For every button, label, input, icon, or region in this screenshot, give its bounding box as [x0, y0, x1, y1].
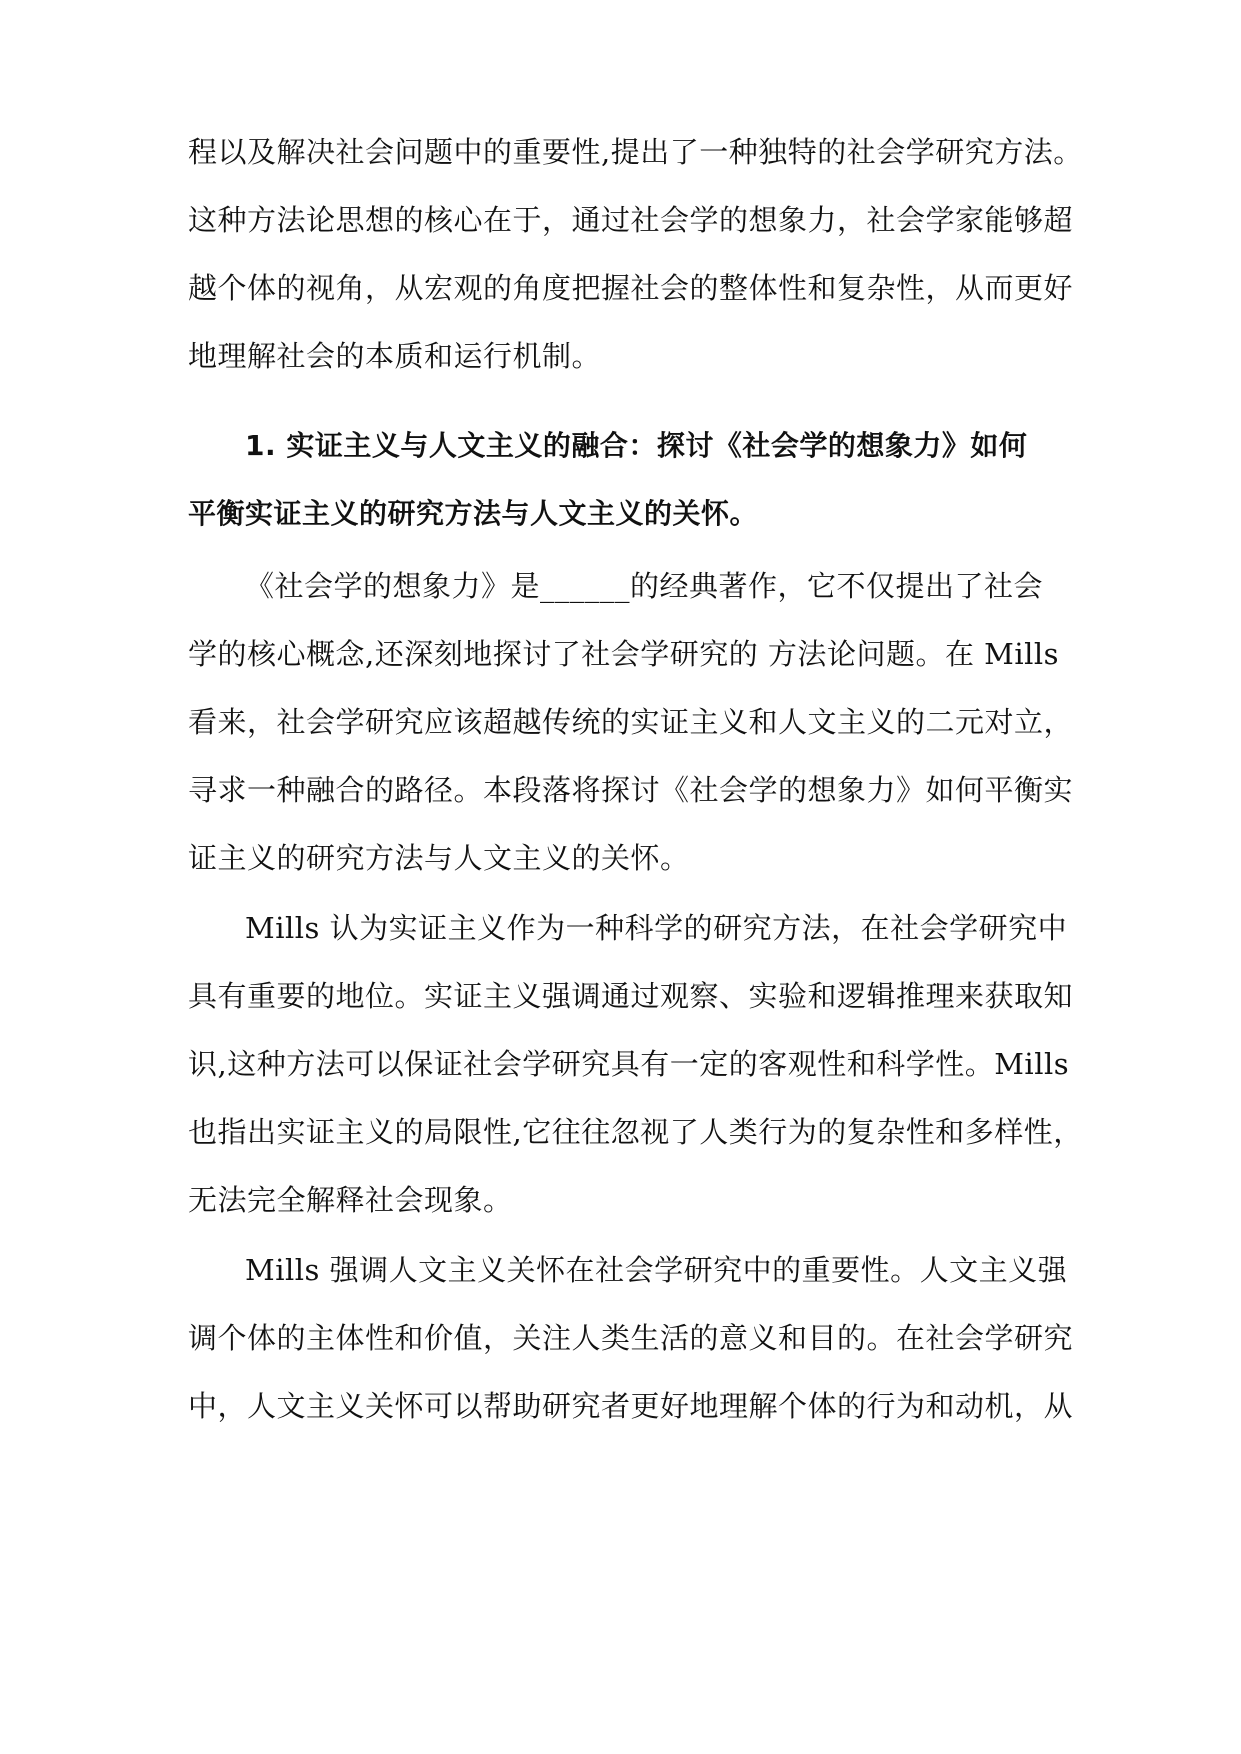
paragraph-line: 地理解社会的本质和运行机制。: [188, 339, 602, 373]
section-heading: 1. 实证主义与人文主义的融合：探讨《社会学的想象力》如何: [245, 429, 1028, 462]
paragraph-line: 寻求一种融合的路径。本段落将探讨《社会学的想象力》如何平衡实: [188, 773, 1074, 807]
paragraph-line: 证主义的研究方法与人文主义的关怀。: [188, 841, 690, 875]
paragraph-line: 调个体的主体性和价值，关注人类生活的意义和目的。在社会学研究: [188, 1321, 1074, 1355]
section-heading: 平衡实证主义的研究方法与人文主义的关怀。: [188, 497, 759, 530]
paragraph-line: 无法完全解释社会现象。: [188, 1183, 513, 1217]
paragraph-line: 这种方法论思想的核心在于，通过社会学的想象力，社会学家能够超: [188, 203, 1074, 237]
paragraph-line: Mills 认为实证主义作为一种科学的研究方法，在社会学研究中: [245, 911, 1068, 945]
paragraph-line: 中，人文主义关怀可以帮助研究者更好地理解个体的行为和动机，从: [188, 1389, 1074, 1423]
paragraph-line: 也指出实证主义的局限性,它往往忽视了人类行为的复杂性和多样性，: [188, 1115, 1083, 1149]
paragraph-line: 具有重要的地位。实证主义强调通过观察、实验和逻辑推理来获取知: [188, 979, 1074, 1013]
paragraph-line: 识,这种方法可以保证社会学研究具有一定的客观性和科学性。Mills: [188, 1047, 1070, 1081]
paragraph-line: 看来，社会学研究应该超越传统的实证主义和人文主义的二元对立，: [188, 705, 1074, 739]
paragraph-line: 越个体的视角，从宏观的角度把握社会的整体性和复杂性，从而更好: [188, 271, 1074, 305]
paragraph-line: 《社会学的想象力》是______的经典著作，它不仅提出了社会: [245, 569, 1044, 603]
paragraph-line: 程以及解决社会问题中的重要性,提出了一种独特的社会学研究方法。: [188, 135, 1083, 169]
paragraph-line: Mills 强调人文主义关怀在社会学研究中的重要性。人文主义强: [245, 1253, 1068, 1287]
paragraph-line: 学的核心概念,还深刻地探讨了社会学研究的 方法论问题。在 Mills: [188, 637, 1060, 671]
